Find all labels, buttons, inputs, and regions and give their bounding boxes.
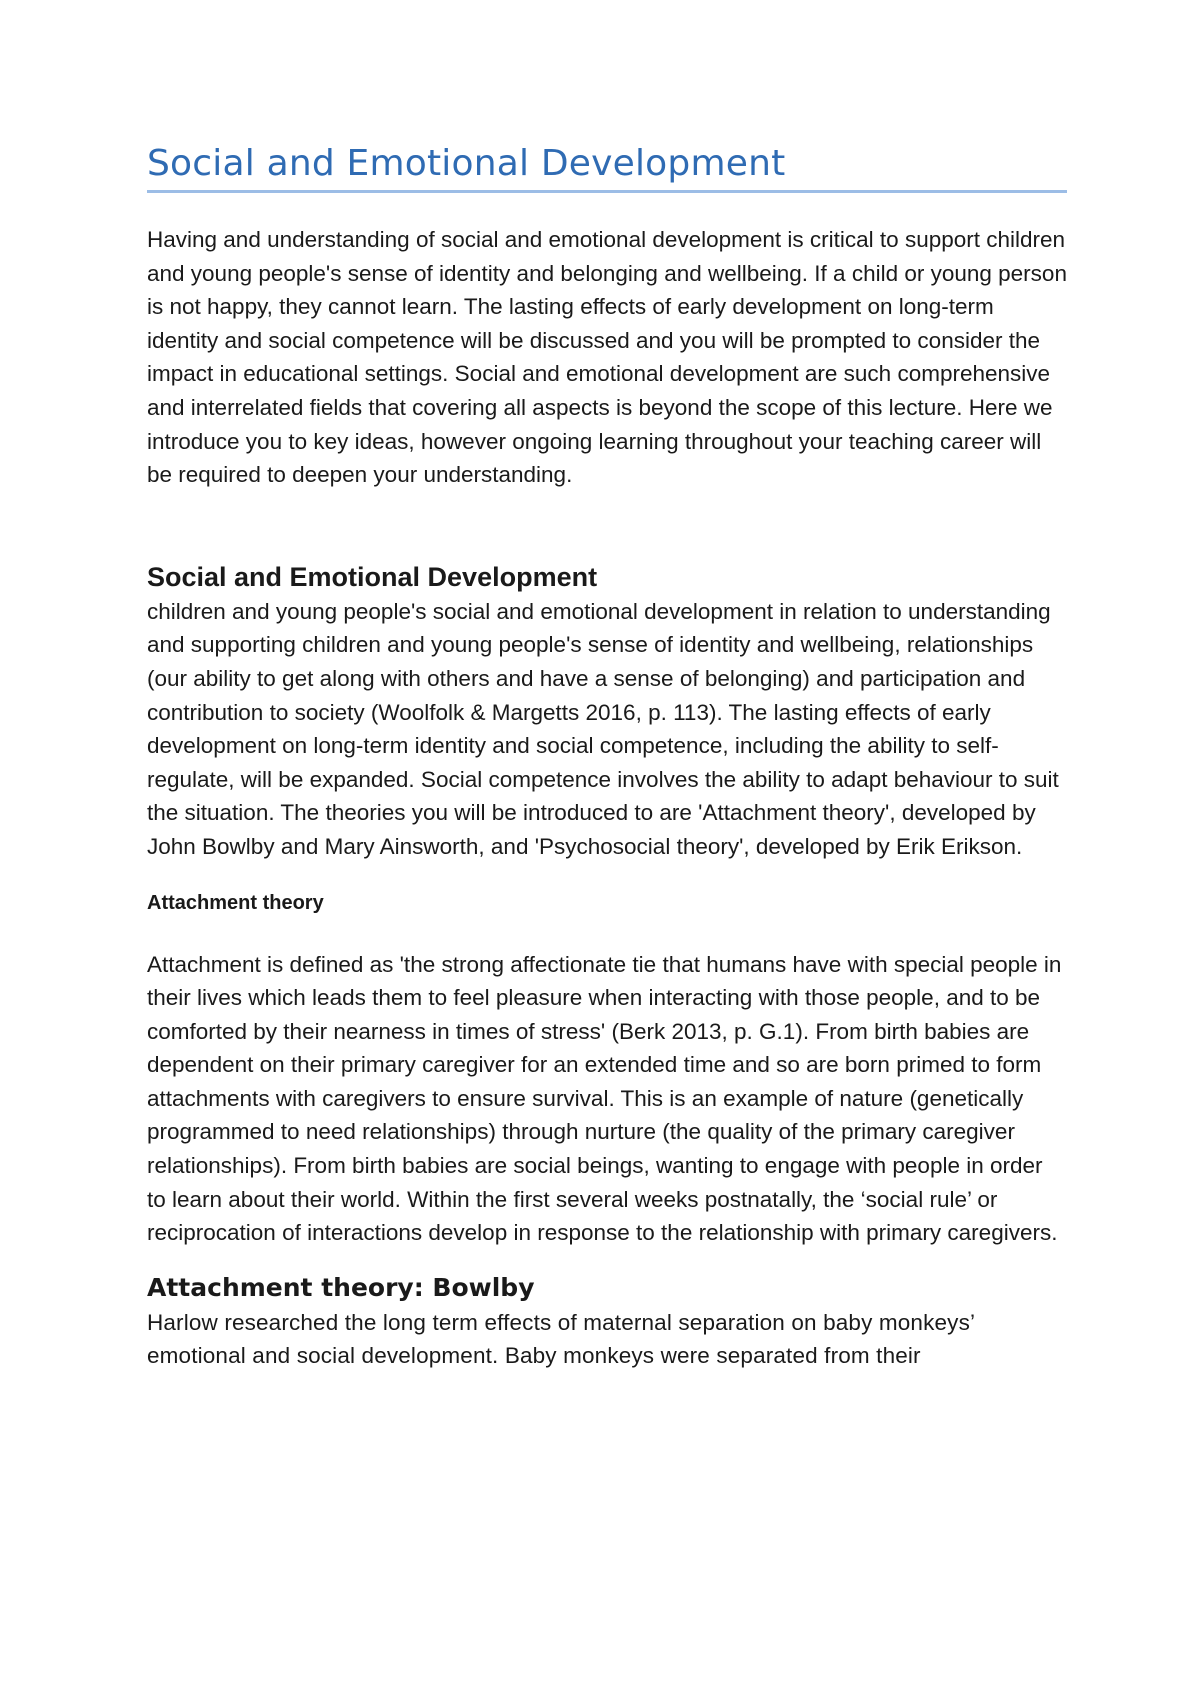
section-paragraph-attachment-theory: Attachment is defined as 'the strong affectionate tie that humans have with special people in their lives which leads them to feel pleasure when interacting with those people, and to be comforted by their nearness in times of stress' (Berk 2013, p. G.1). From birth babies are dependent on their primary caregiver for an extended time and so are born primed to form attachments with caregivers to ensure survival. This is an example of nature (genetically programmed to need relationships) through nurture (the quality of the primary caregiver relationships). From birth babies are social beings, wanting to engage with people in order to learn about their world. Within the first several weeks postnatally, the ‘social rule’ or reciprocation of interactions develop in response to the relationship with primary caregivers. <box>147 951 1062 1246</box>
section-paragraph-social-emotional: children and young people's social and emotional development in relation to understanding and supporting children and young people's sense of identity and wellbeing, relationships (our ability to get along with others and have a sense of belonging) and participation and contribution to society (Woolfolk & Margetts 2016, p. 113). The lasting effects of early development on long-term identity and social competence, including the ability to self-regulate, will be expanded. Social competence involves the ability to adapt behaviour to suit the situation. The theories you will be introduced to are 'Attachment theory', developed by John Bowlby and Mary Ainsworth, and 'Psychosocial theory', developed by Erik Erikson. <box>147 598 1059 859</box>
section-heading-social-emotional: Social and Emotional Development <box>147 561 598 592</box>
document-content <box>147 142 1067 1373</box>
section-heading-attachment-theory: Attachment theory <box>147 891 324 914</box>
section-paragraph-attachment-bowlby: Harlow researched the long term effects of maternal separation on baby monkeys’ emotional and social development. Baby monkeys were separated from their <box>147 1309 975 1369</box>
document-title: Social and Emotional Development <box>147 142 1067 193</box>
section-heading-attachment-bowlby: Attachment theory: Bowlby <box>147 1272 535 1302</box>
intro-paragraph: Having and understanding of social and emotional development is critical to support children and young people's sense of identity and belonging and wellbeing. If a child or young person is not happy, they cannot learn. The lasting effects of early development on long-term identity and social competence will be discussed and you will be prompted to consider the impact in educational settings. Social and emotional development are such comprehensive and interrelated fields that covering all aspects is beyond the scope of this lecture. Here we introduce you to key ideas, however ongoing learning throughout your teaching career will be required to deepen your understanding. <box>147 227 1067 488</box>
